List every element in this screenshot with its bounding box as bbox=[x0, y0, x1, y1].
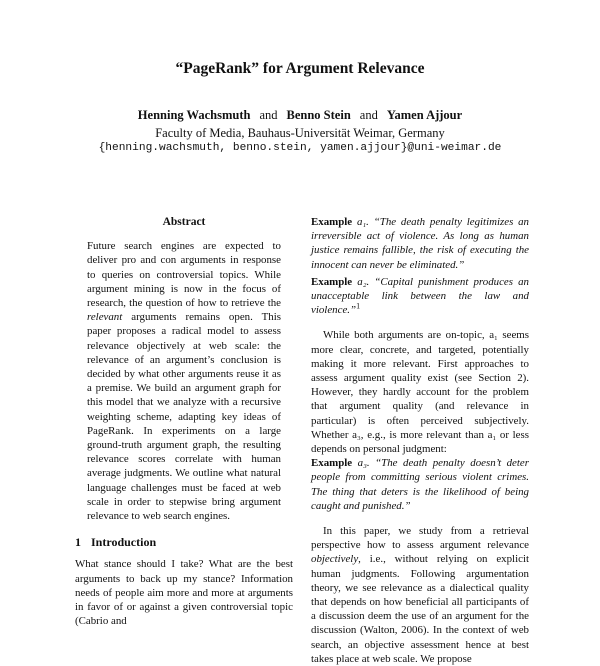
example-block bbox=[311, 215, 529, 272]
body-paragraph: While both arguments are on-topic, a₁ seems more clear, concrete, and targeted, potentially making it more relevant. First approaches to assess argument quality exist (see Section 2). However, they hardly account for the problem that argument quality (and relevance in particular) is often perceived subjectively. Whether a₃, e.g., is more relevant than a₁ or less depends on personal judgment: bbox=[311, 329, 529, 456]
section-title: Introduction bbox=[91, 535, 157, 550]
abstract-emphasis: relevant bbox=[87, 311, 123, 324]
affiliation: Faculty of Media, Bauhaus-Universität Weimar, Germany bbox=[155, 126, 445, 140]
author-list bbox=[0, 108, 600, 123]
abstract-text bbox=[75, 239, 293, 523]
section-heading-introduction bbox=[75, 535, 293, 549]
author-name: Benno Stein bbox=[286, 108, 351, 122]
body-text-part: In this paper, we study from a retrieval perspective how to assess argument relevance bbox=[311, 525, 529, 552]
right-column bbox=[311, 215, 529, 666]
example-block bbox=[311, 275, 529, 318]
example-symbol: a₂. bbox=[357, 275, 370, 288]
intro-paragraph: What stance should I take? What are the best arguments to back up my stance? Information needs of people aim more and more at arguments in favor of or against a given controversial topic (Cabrio and bbox=[75, 558, 293, 628]
example-label: Example bbox=[311, 275, 353, 288]
example-symbol: a₁. bbox=[356, 216, 369, 228]
footnote-marker: 1 bbox=[356, 301, 361, 311]
left-column bbox=[75, 215, 293, 628]
example-quote: “Capital punishment produces an unacceptable link between the law and violence.” bbox=[311, 275, 529, 317]
author-name: Yamen Ajjour bbox=[386, 108, 463, 122]
paper-title: “PageRank” for Argument Relevance bbox=[175, 60, 425, 77]
section-number: 1 bbox=[75, 535, 81, 550]
abstract-text-part: arguments remains open. This paper proposes a radical model to assess relevance objectively at web scale: the relevance of an argument’s conclusion is decided by what other arguments reuse it as a premise. We build an argument graph for this model that we analyze with a recursive weighting scheme, adapting key ideas of PageRank. In experiments on a large ground-truth argument graph, the resulting relevance scores correlate with human average judgments. We outline what natural language challenges must be faced at web scale in order to stepwise bring argument relevance to web search engines. bbox=[87, 311, 281, 523]
example-symbol: a₃. bbox=[357, 457, 370, 470]
example-quote: “The death penalty doesn’t deter people from committing serious violent crimes. The thing that deters is the likelihood of being caught and punished.” bbox=[311, 457, 529, 512]
body-emphasis: objectively bbox=[311, 553, 359, 566]
author-name: Henning Wachsmuth bbox=[137, 108, 251, 122]
abstract-heading: Abstract bbox=[162, 216, 206, 228]
example-label: Example bbox=[311, 216, 353, 228]
and-word: and bbox=[259, 108, 278, 122]
and-word: and bbox=[359, 108, 378, 122]
author-emails: {henning.wachsmuth, benno.stein, yamen.ajjour}@uni-weimar.de bbox=[98, 142, 502, 154]
body-text-part: , i.e., without relying on explicit human judgments. Following argumentation theory, we see relevance as a dialectical quality that depends on how beneficial all participants of a discussion deem the use of an argument for the discussion (Walton, 2006). In the context of web search, an objective assessment hence at best takes place at web scale. We propose bbox=[311, 553, 529, 665]
example-label: Example bbox=[311, 457, 353, 470]
abstract-text-part: Future search engines are expected to deliver pro and con arguments in response to queries on controversial topics. While argument mining is now in the focus of research, the question of how to retrieve the bbox=[87, 240, 281, 310]
example-quote: “The death penalty legitimizes an irreversible act of violence. As long as human justice remains fallible, the risk of executing the innocent can never be eliminated.” bbox=[311, 216, 529, 271]
example-block bbox=[311, 456, 529, 513]
body-paragraph bbox=[311, 524, 529, 666]
